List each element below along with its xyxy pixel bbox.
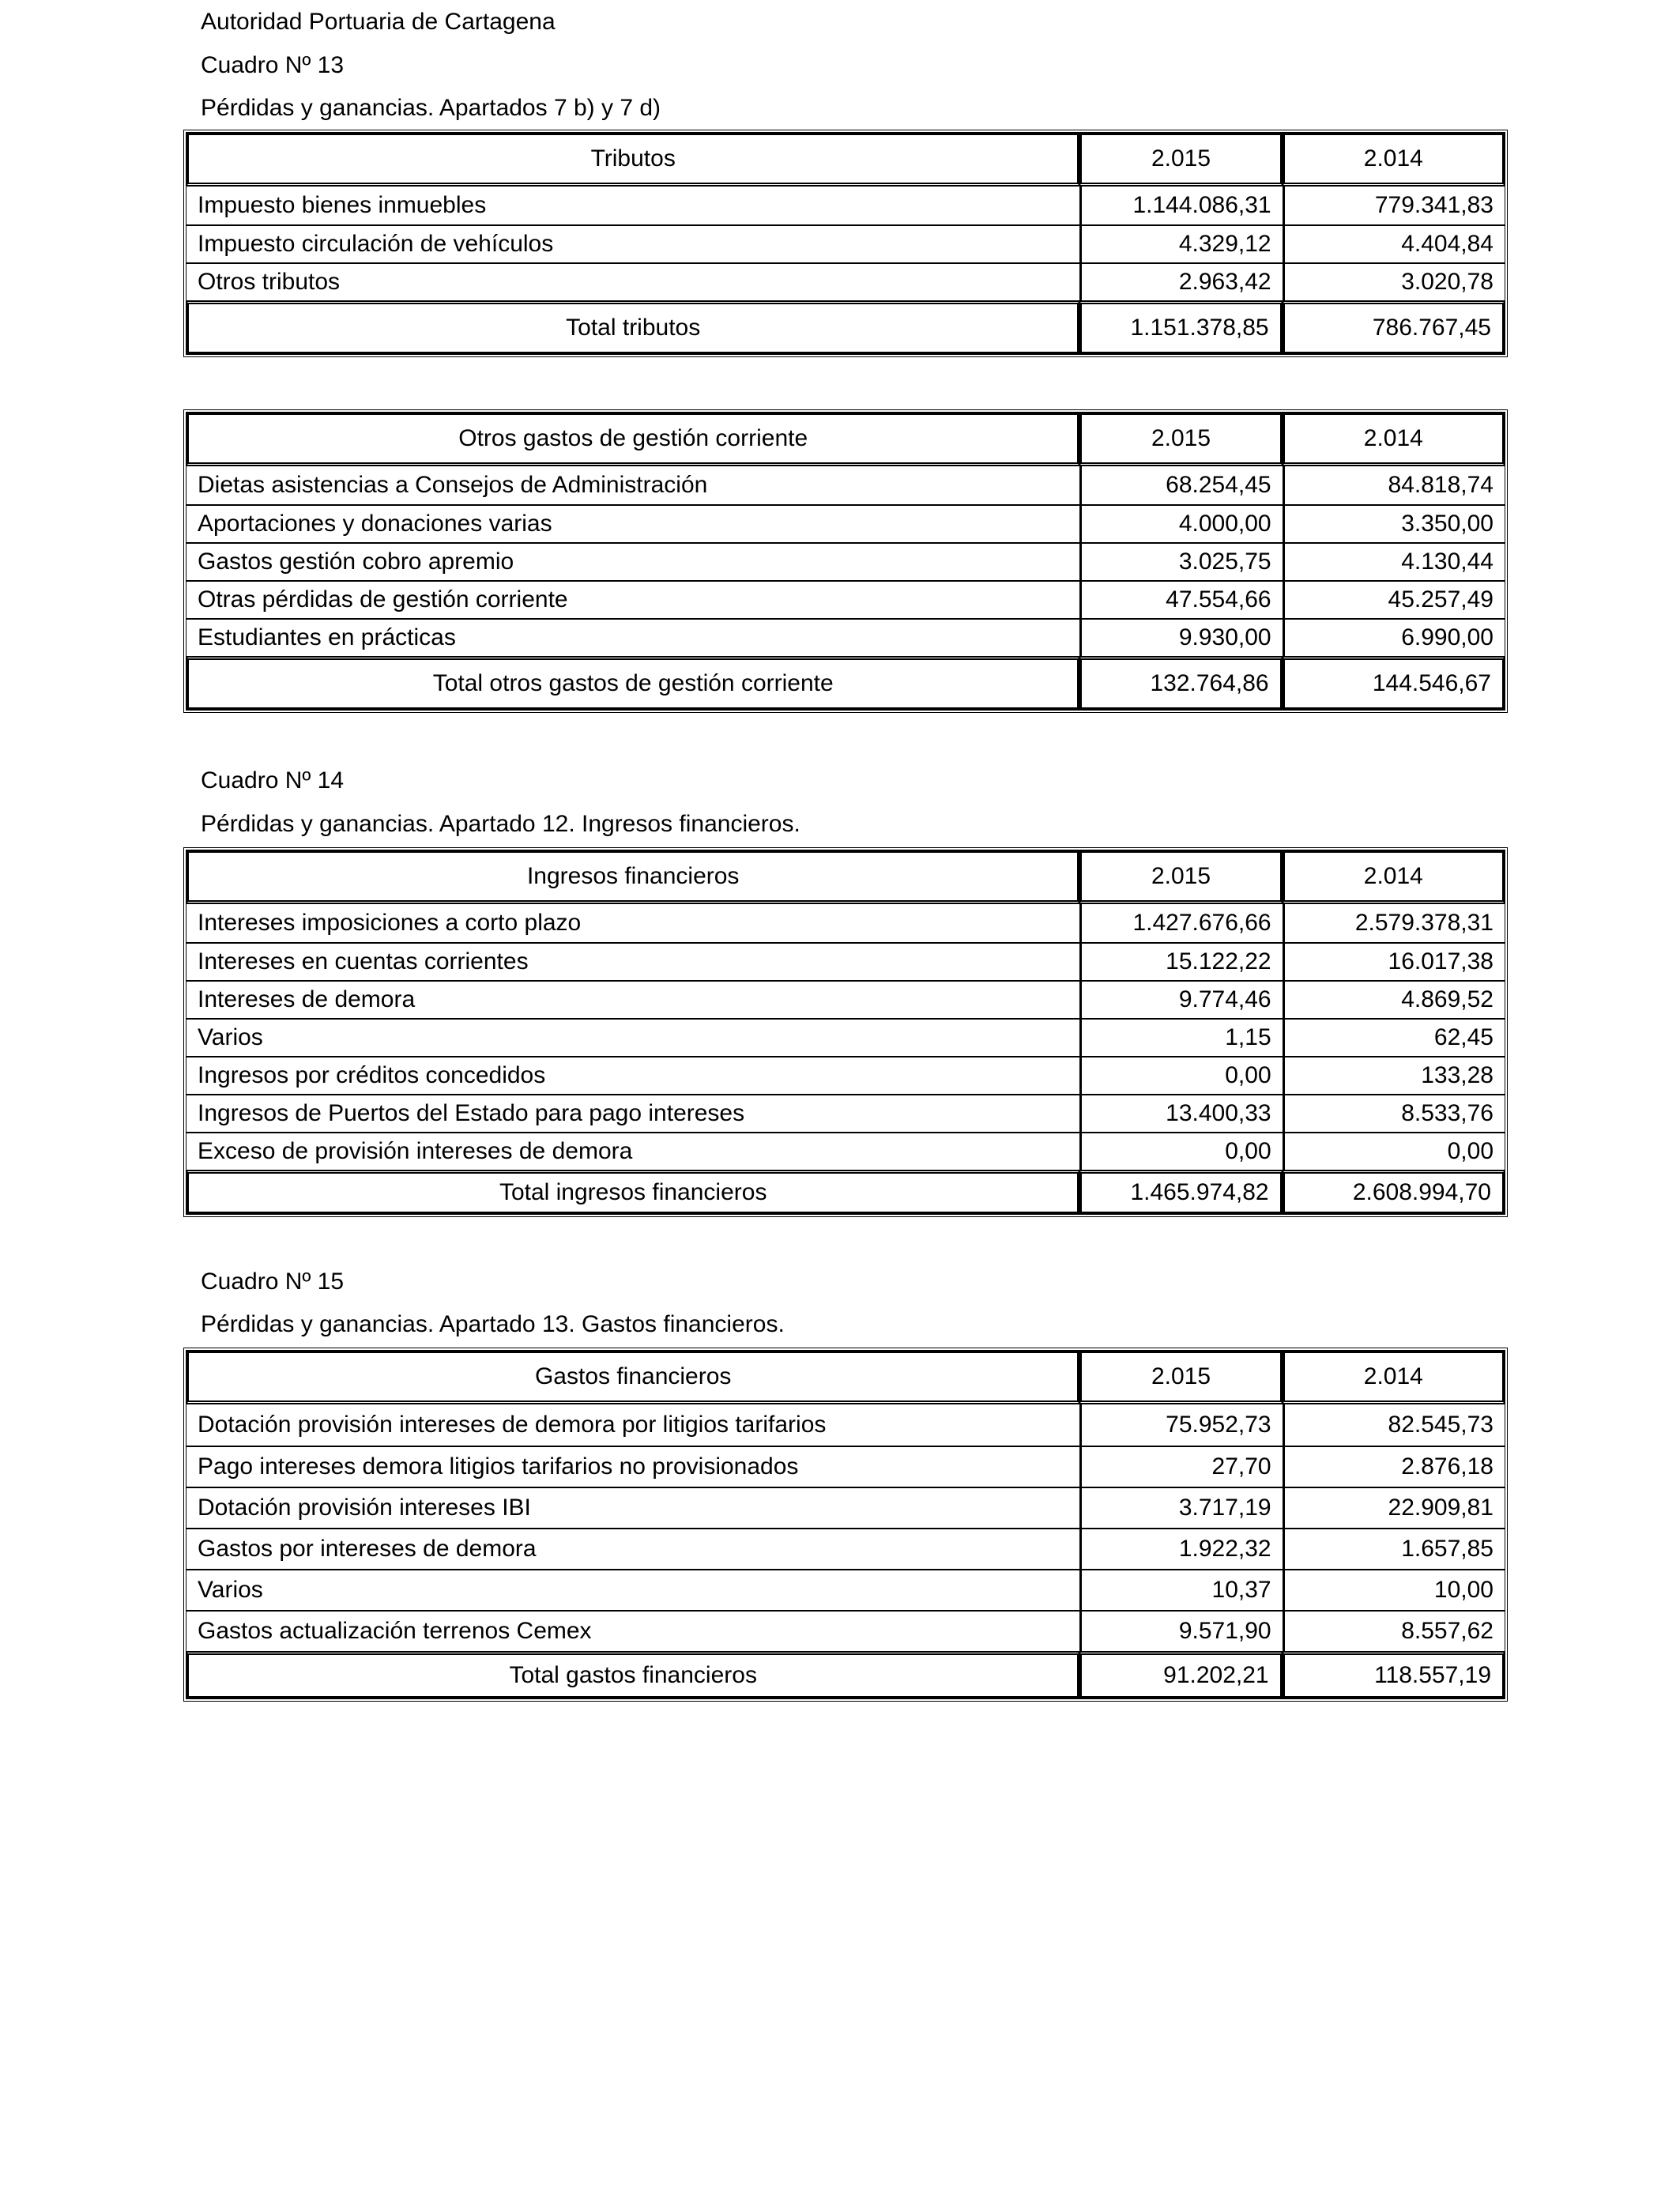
- value-2014: 82.545,73: [1283, 1404, 1505, 1446]
- value-2015: 1,15: [1079, 1018, 1282, 1056]
- table-row: [186, 1528, 1505, 1569]
- table-header-row: [186, 133, 1505, 187]
- total-label: Total ingresos financieros: [186, 1170, 1079, 1214]
- row-label: Ingresos de Puertos del Estado para pago intereses: [186, 1094, 1079, 1132]
- row-label: Aportaciones y donaciones varias: [186, 504, 1079, 542]
- value-2015: 75.952,73: [1079, 1404, 1282, 1446]
- table-row: [186, 1056, 1505, 1094]
- value-2015: 15.122,22: [1079, 942, 1282, 980]
- value-2014: 2.876,18: [1283, 1446, 1505, 1487]
- row-label: Dotación provisión intereses de demora por litigios tarifarios: [198, 1412, 827, 1438]
- value-2014: 16.017,38: [1283, 942, 1505, 980]
- cuadro-15-subtitle: Pérdidas y ganancias. Apartado 13. Gastos financieros.: [201, 1311, 785, 1337]
- column-header-2014: 2.014: [1283, 1351, 1505, 1404]
- row-label: Otras pérdidas de gestión corriente: [186, 580, 1079, 618]
- value-2015: 27,70: [1079, 1446, 1282, 1487]
- value-2015: 0,00: [1079, 1056, 1282, 1094]
- row-label: Intereses imposiciones a corto plazo: [198, 910, 582, 936]
- table-row: [186, 1569, 1505, 1610]
- value-2015: 3.025,75: [1079, 542, 1282, 580]
- value-2014: 1.657,85: [1283, 1528, 1505, 1569]
- row-label: Pago intereses demora litigios tarifarios no provisionados: [186, 1446, 1079, 1487]
- organization-title: Autoridad Portuaria de Cartagena: [201, 9, 556, 35]
- column-header-2014: 2.014: [1283, 133, 1505, 187]
- row-label: Exceso de provisión intereses de demora: [186, 1132, 1079, 1170]
- column-header-2014: 2.014: [1283, 850, 1505, 904]
- row-label: Varios: [186, 1018, 1079, 1056]
- column-header-2014: 2.014: [1283, 413, 1505, 466]
- value-2015: 10,37: [1079, 1569, 1282, 1610]
- row-label: Intereses de demora: [186, 980, 1079, 1018]
- table-row: [186, 980, 1505, 1018]
- column-header-concept: Tributos: [186, 133, 1079, 187]
- value-2014: 4.869,52: [1283, 980, 1505, 1018]
- value-2015: 2.963,42: [1079, 262, 1282, 300]
- table-header-row: [186, 850, 1505, 904]
- value-2015: 0,00: [1079, 1132, 1282, 1170]
- value-2014: 4.404,84: [1283, 224, 1505, 262]
- row-label: Estudiantes en prácticas: [186, 618, 1079, 656]
- value-2015: 1.144.086,31: [1079, 187, 1282, 224]
- table-header-row: [186, 413, 1505, 466]
- column-header-concept: Gastos financieros: [186, 1351, 1079, 1404]
- value-2015: 9.571,90: [1079, 1610, 1282, 1651]
- table-row: [186, 466, 1505, 504]
- table-row: [186, 1132, 1505, 1170]
- table-row: [186, 618, 1505, 656]
- column-header-concept: Otros gastos de gestión corriente: [186, 413, 1079, 466]
- table-row: [186, 542, 1505, 580]
- value-2015: 9.930,00: [1079, 618, 1282, 656]
- row-label: Dietas asistencias a Consejos de Administración: [198, 472, 708, 498]
- value-2015: 3.717,19: [1079, 1487, 1282, 1528]
- row-label: Varios: [186, 1569, 1079, 1610]
- total-2015: 1.151.378,85: [1079, 300, 1282, 354]
- column-header-2015: 2.015: [1079, 413, 1282, 466]
- value-2014: 45.257,49: [1283, 580, 1505, 618]
- value-2014: 133,28: [1283, 1056, 1505, 1094]
- value-2014: 84.818,74: [1283, 466, 1505, 504]
- row-label: Gastos por intereses de demora: [186, 1528, 1079, 1569]
- row-label: Ingresos por créditos concedidos: [186, 1056, 1079, 1094]
- cuadro-14-subtitle: Pérdidas y ganancias. Apartado 12. Ingresos financieros.: [201, 811, 800, 837]
- total-label: Total tributos: [186, 300, 1079, 354]
- value-2014: 22.909,81: [1283, 1487, 1505, 1528]
- value-2015: 4.329,12: [1079, 224, 1282, 262]
- total-2014: 144.546,67: [1283, 656, 1505, 710]
- row-label: Otros tributos: [186, 262, 1079, 300]
- row-label: Dotación provisión intereses IBI: [186, 1487, 1079, 1528]
- value-2014: 3.350,00: [1283, 504, 1505, 542]
- column-header-2015: 2.015: [1079, 850, 1282, 904]
- value-2014: 6.990,00: [1283, 618, 1505, 656]
- table-header-row: [186, 1351, 1505, 1404]
- total-label: Total otros gastos de gestión corriente: [186, 656, 1079, 710]
- cuadro-13-subtitle: Pérdidas y ganancias. Apartados 7 b) y 7 d): [201, 95, 661, 121]
- total-row: [186, 1170, 1505, 1214]
- total-2015: 132.764,86: [1079, 656, 1282, 710]
- value-2015: 1.922,32: [1079, 1528, 1282, 1569]
- table-row: [186, 504, 1505, 542]
- otros-gastos-table: [183, 409, 1508, 713]
- column-header-2015: 2.015: [1079, 1351, 1282, 1404]
- table-row: [186, 1404, 1505, 1446]
- total-2015: 91.202,21: [1079, 1651, 1282, 1698]
- value-2014: 2.579.378,31: [1283, 904, 1505, 942]
- total-row: [186, 1651, 1505, 1698]
- value-2015: 68.254,45: [1079, 466, 1282, 504]
- row-label: Gastos gestión cobro apremio: [186, 542, 1079, 580]
- ingresos-financieros-table: [183, 847, 1508, 1217]
- total-2014: 118.557,19: [1283, 1651, 1505, 1698]
- value-2014: 62,45: [1283, 1018, 1505, 1056]
- table-row: [186, 942, 1505, 980]
- total-2014: 2.608.994,70: [1283, 1170, 1505, 1214]
- row-label: Intereses en cuentas corrientes: [186, 942, 1079, 980]
- cuadro-14-title: Cuadro Nº 14: [201, 767, 345, 794]
- table-row: [186, 580, 1505, 618]
- value-2014: 4.130,44: [1283, 542, 1505, 580]
- column-header-2015: 2.015: [1079, 133, 1282, 187]
- column-header-concept: Ingresos financieros: [186, 850, 1079, 904]
- table-row: [186, 1487, 1505, 1528]
- value-2015: 1.427.676,66: [1079, 904, 1282, 942]
- table-row: [186, 1446, 1505, 1487]
- table-row: [186, 262, 1505, 300]
- row-label: Impuesto bienes inmuebles: [198, 192, 487, 218]
- total-row: [186, 300, 1505, 354]
- table-row: [186, 224, 1505, 262]
- value-2014: 8.557,62: [1283, 1610, 1505, 1651]
- total-label: Total gastos financieros: [186, 1651, 1079, 1698]
- table-row: [186, 1610, 1505, 1651]
- row-label: Impuesto circulación de vehículos: [186, 224, 1079, 262]
- value-2014: 10,00: [1283, 1569, 1505, 1610]
- value-2015: 13.400,33: [1079, 1094, 1282, 1132]
- value-2015: 9.774,46: [1079, 980, 1282, 1018]
- value-2014: 779.341,83: [1283, 187, 1505, 224]
- row-label: Gastos actualización terrenos Cemex: [186, 1610, 1079, 1651]
- total-row: [186, 656, 1505, 710]
- cuadro-13-title: Cuadro Nº 13: [201, 52, 345, 78]
- table-row: [186, 1094, 1505, 1132]
- total-2015: 1.465.974,82: [1079, 1170, 1282, 1214]
- table-row: [186, 904, 1505, 942]
- tributos-table: [183, 130, 1508, 357]
- total-2014: 786.767,45: [1283, 300, 1505, 354]
- value-2014: 8.533,76: [1283, 1094, 1505, 1132]
- table-row: [186, 1018, 1505, 1056]
- value-2015: 47.554,66: [1079, 580, 1282, 618]
- table-row: [186, 187, 1505, 224]
- gastos-financieros-table: [183, 1348, 1508, 1702]
- cuadro-15-title: Cuadro Nº 15: [201, 1269, 345, 1295]
- value-2015: 4.000,00: [1079, 504, 1282, 542]
- value-2014: 3.020,78: [1283, 262, 1505, 300]
- value-2014: 0,00: [1283, 1132, 1505, 1170]
